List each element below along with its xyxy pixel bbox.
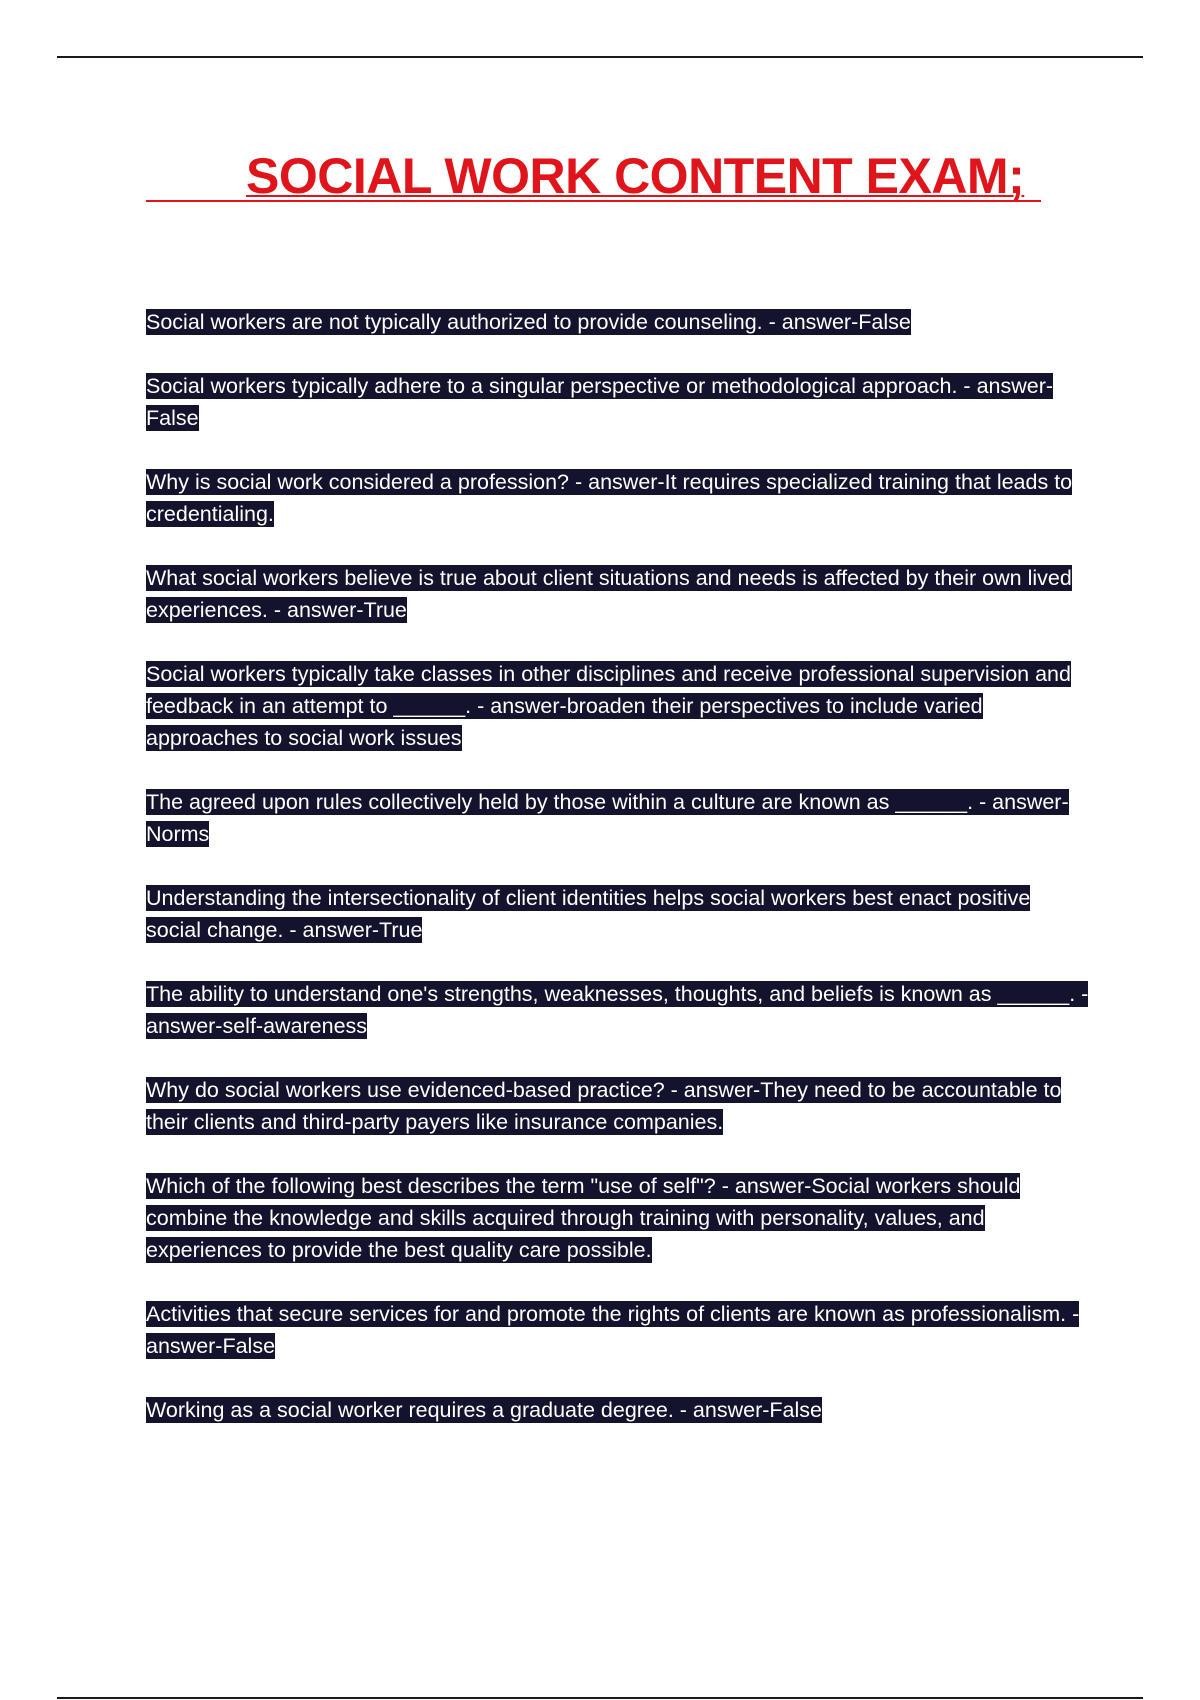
- qa-item: [146, 306, 1091, 338]
- qa-item: [146, 978, 1091, 1042]
- qa-text: Why is social work considered a profession? - answer-It requires specialized training that leads to credentialing.: [146, 470, 1073, 526]
- qa-text: Understanding the intersectionality of client identities helps social workers best enact positive social change. - answer-True: [146, 886, 1031, 942]
- qa-text: What social workers believe is true about client situations and needs is affected by their own lived experiences. - answer-True: [146, 566, 1072, 622]
- qa-item: [146, 658, 1091, 754]
- qa-item: [146, 1170, 1091, 1266]
- qa-text: Social workers typically adhere to a singular perspective or methodological approach. - answer-False: [146, 374, 1054, 430]
- qa-text: Social workers typically take classes in other disciplines and receive professional supervision and feedback in an attempt to ______. - answer-broaden their perspectives to include varied approaches to social work issues: [146, 662, 1071, 750]
- qa-item: [146, 370, 1091, 434]
- page-top-rule: [57, 56, 1143, 58]
- qa-item: [146, 882, 1091, 946]
- qa-text: Why do social workers use evidenced-based practice? - answer-They need to be accountable to their clients and third-party payers like insurance companies.: [146, 1078, 1062, 1134]
- qa-item: [146, 786, 1091, 850]
- qa-item: [146, 1394, 1091, 1426]
- qa-item: [146, 1298, 1091, 1362]
- qa-item: [146, 1074, 1091, 1138]
- qa-text: The ability to understand one's strengths, weaknesses, thoughts, and beliefs is known as ______. - answer-self-awareness: [146, 982, 1089, 1038]
- qa-item: [146, 466, 1091, 530]
- qa-text: Working as a social worker requires a graduate degree. - answer-False: [146, 1398, 822, 1422]
- qa-text: Activities that secure services for and promote the rights of clients are known as professionalism. - answer-False: [146, 1302, 1080, 1358]
- qa-text: The agreed upon rules collectively held by those within a culture are known as ______. - answer-Norms: [146, 790, 1069, 846]
- qa-item: [146, 562, 1091, 626]
- qa-text: Which of the following best describes the term "use of self"? - answer-Social workers should combine the knowledge and skills acquired through training with personality, values, and experiences to provide the best quality care possible.: [146, 1174, 1021, 1262]
- title-underline: [146, 148, 1041, 202]
- page-bottom-rule: [57, 1697, 1143, 1699]
- qa-text: Social workers are not typically authorized to provide counseling. - answer-False: [146, 310, 911, 334]
- qa-list: [146, 306, 1091, 1458]
- page-title: SOCIAL WORK CONTENT EXAM;: [246, 148, 1025, 204]
